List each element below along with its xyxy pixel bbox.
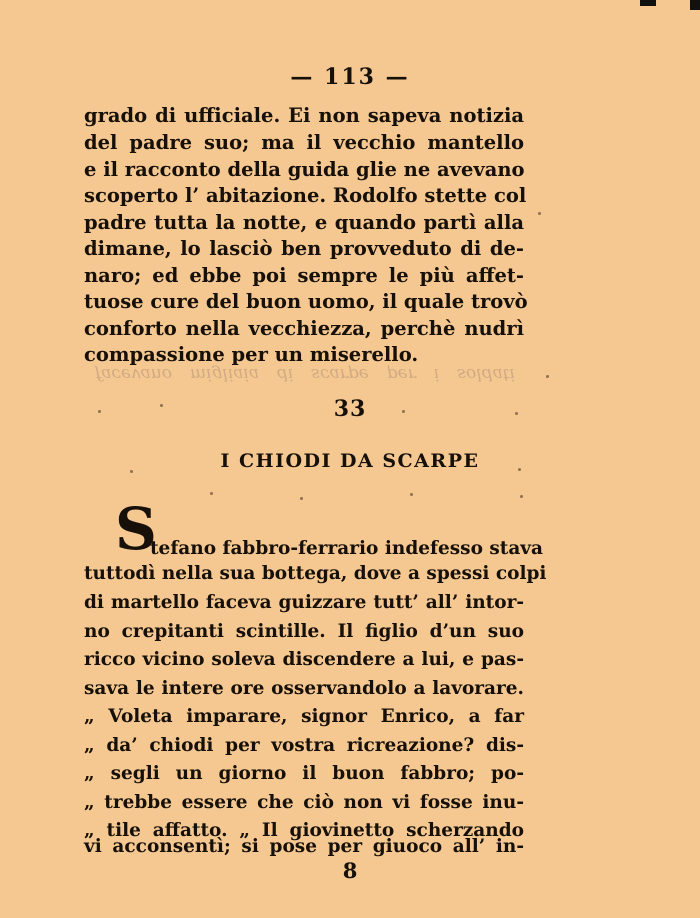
text-line: „ tile affatto. „ Il giovinetto scherzando <box>84 820 524 841</box>
bleed-through-text: facevano migliaia di scarpe per i soldati <box>95 364 515 384</box>
text-line: scoperto l’ abitazione. Rodolfo stette col <box>84 184 527 207</box>
scan-speck <box>210 492 213 495</box>
signature-mark: 8 <box>342 858 358 883</box>
section-title: I CHIODI DA SCARPE <box>220 450 480 472</box>
text-line: grado di ufficiale. Ei non sapeva notizia <box>84 104 524 127</box>
section-number: 33 <box>333 396 367 422</box>
text-line: conforto nella vecchiezza, perchè nudrì <box>84 317 524 340</box>
text-line: tefano fabbro-ferrario indefesso stava <box>150 538 544 559</box>
text-line: vi acconsentì; si pose per giuoco all’ in- <box>84 836 524 857</box>
text-line: naro; ed ebbe poi sempre le più affet- <box>84 264 524 287</box>
scan-edge-mark <box>640 0 656 6</box>
scan-speck <box>410 493 413 496</box>
scan-speck <box>402 410 405 413</box>
scan-speck <box>518 468 521 471</box>
text-line: e il racconto della guida glie ne avevano <box>84 158 525 181</box>
scan-speck <box>160 404 163 407</box>
text-line: no crepitanti scintille. Il figlio d’un suo <box>84 621 524 642</box>
text-line: ricco vicino soleva discendere a lui, e pas- <box>84 649 524 670</box>
text-line: „ Voleta imparare, signor Enrico, a far <box>84 706 524 727</box>
scan-speck <box>546 375 549 378</box>
text-line: sava le intere ore osservandolo a lavorare. <box>84 678 524 699</box>
drop-cap: S <box>115 495 157 563</box>
page-number: — 113 — <box>290 64 410 90</box>
scan-speck <box>538 212 541 215</box>
scan-speck <box>130 470 133 473</box>
text-line: compassione per un miserello. <box>84 343 419 366</box>
scan-speck <box>520 495 523 498</box>
scan-speck <box>98 410 101 413</box>
scan-edge-mark <box>690 0 700 10</box>
text-line: tuose cure del buon uomo, il quale trovò <box>84 290 528 313</box>
text-line: „ segli un giorno il buon fabbro; po- <box>84 763 524 784</box>
text-line: del padre suo; ma il vecchio mantello <box>84 131 524 154</box>
scan-speck <box>515 412 518 415</box>
text-line: tuttodì nella sua bottega, dove a spessi colpi <box>84 563 547 584</box>
text-line: „ trebbe essere che ciò non vi fosse inu- <box>84 792 524 813</box>
scan-speck <box>300 497 303 500</box>
text-line: di martello faceva guizzare tutt’ all’ intor- <box>84 592 524 613</box>
text-line: padre tutta la notte, e quando partì alla <box>84 211 524 234</box>
text-line: dimane, lo lasciò ben provveduto di de- <box>84 237 524 260</box>
text-line: „ da’ chiodi per vostra ricreazione? dis- <box>84 735 524 756</box>
